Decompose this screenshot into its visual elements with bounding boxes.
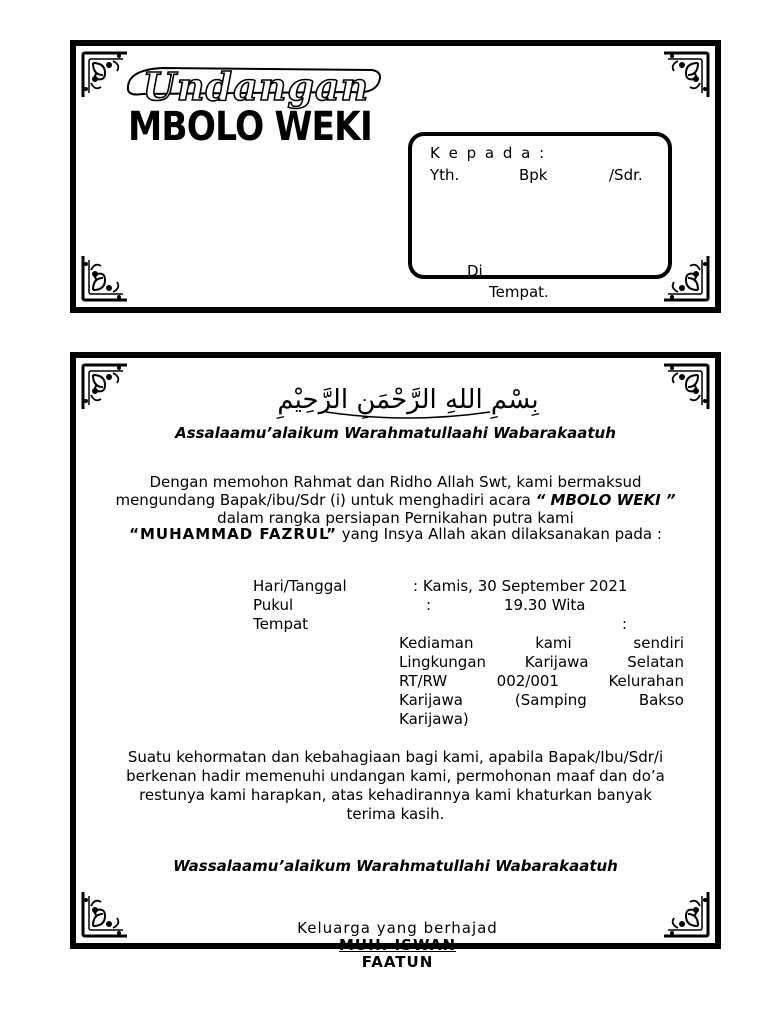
invitation-letter [70, 352, 721, 949]
day-label: Hari/Tanggal [253, 577, 347, 595]
intro-line-1: Dengan memohon Rahmat dan Ridho Allah Swt, kami bermaksud [149, 473, 642, 491]
event-title-logo: MBOLO WEKI [128, 104, 372, 150]
di-label: Di [467, 262, 483, 280]
place-label: Tempat [253, 615, 309, 633]
corner-ornament-icon [660, 361, 712, 413]
time-colon: : [426, 596, 432, 614]
kepada-label: K e p a d a : [430, 144, 547, 162]
place-line: Lingkungan Karijawa Selatan [399, 653, 684, 671]
closing-line-2: berkenan hadir memenuhi undangan kami, permohonan maaf dan do’a [126, 767, 665, 785]
bismillah-calligraphy [277, 366, 539, 426]
family-label: Keluarga yang berhajad [297, 919, 498, 937]
groom-name: “MUHAMMAD FAZRUL” [129, 525, 337, 543]
signer-name-1: MUH. ISWAN [339, 936, 456, 954]
closing-line-3: restunya kami harapkan, atas kehadirannya kami khaturkan banyak [139, 786, 652, 804]
event-name: “ MBOLO WEKI ” [535, 491, 676, 509]
signer-name-2: FAATUN [361, 953, 434, 971]
corner-ornament-icon [660, 49, 712, 101]
envelope-card [70, 40, 721, 313]
closing-line-1: Suatu kehormatan dan kebahagiaan bagi kami, apabila Bapak/Ibu/Sdr/i [127, 748, 664, 766]
place-colon: : [622, 615, 628, 633]
place-line: Karijawa (Samping Bakso [399, 691, 684, 709]
time-value: 19.30 Wita [504, 596, 586, 614]
bpk-label: Bpk [519, 166, 548, 184]
place-line-last: Karijawa) [399, 710, 469, 728]
opening-salam: Assalaamu’alaikum Warahmatullaahi Wabarakaatuh [175, 424, 616, 442]
closing-salam: Wassalaamu’alaikum Warahmatullahi Wabarakaatuh [173, 857, 618, 875]
yth-label: Yth. [430, 166, 460, 184]
svg-text:Undangan: Undangan [142, 64, 370, 109]
place-line: Kediaman kami sendiri [399, 634, 684, 652]
intro-line-2: mengundang Bapak/ibu/Sdr (i) untuk menghadiri acara “ MBOLO WEKI ” [115, 491, 676, 509]
intro-line-3: dalam rangka persiapan Pernikahan putra kami [217, 509, 574, 527]
corner-ornament-icon [79, 252, 131, 304]
closing-line-4: terima kasih. [346, 805, 445, 823]
time-label: Pukul [253, 596, 294, 614]
day-value: : Kamis, 30 September 2021 [413, 577, 628, 595]
tempat-label: Tempat. [489, 283, 549, 301]
corner-ornament-icon [79, 361, 131, 413]
place-line: RT/RW 002/001 Kelurahan [399, 672, 684, 690]
intro-line-4: “MUHAMMAD FAZRUL” yang Insya Allah akan dilaksanakan pada : [129, 525, 662, 543]
svg-text:بِسْمِ اللهِ الرَّحْمَنِ الرَّ: بِسْمِ اللهِ الرَّحْمَنِ الرَّحِيْمِ [277, 385, 539, 415]
sdr-label: /Sdr. [609, 166, 643, 184]
